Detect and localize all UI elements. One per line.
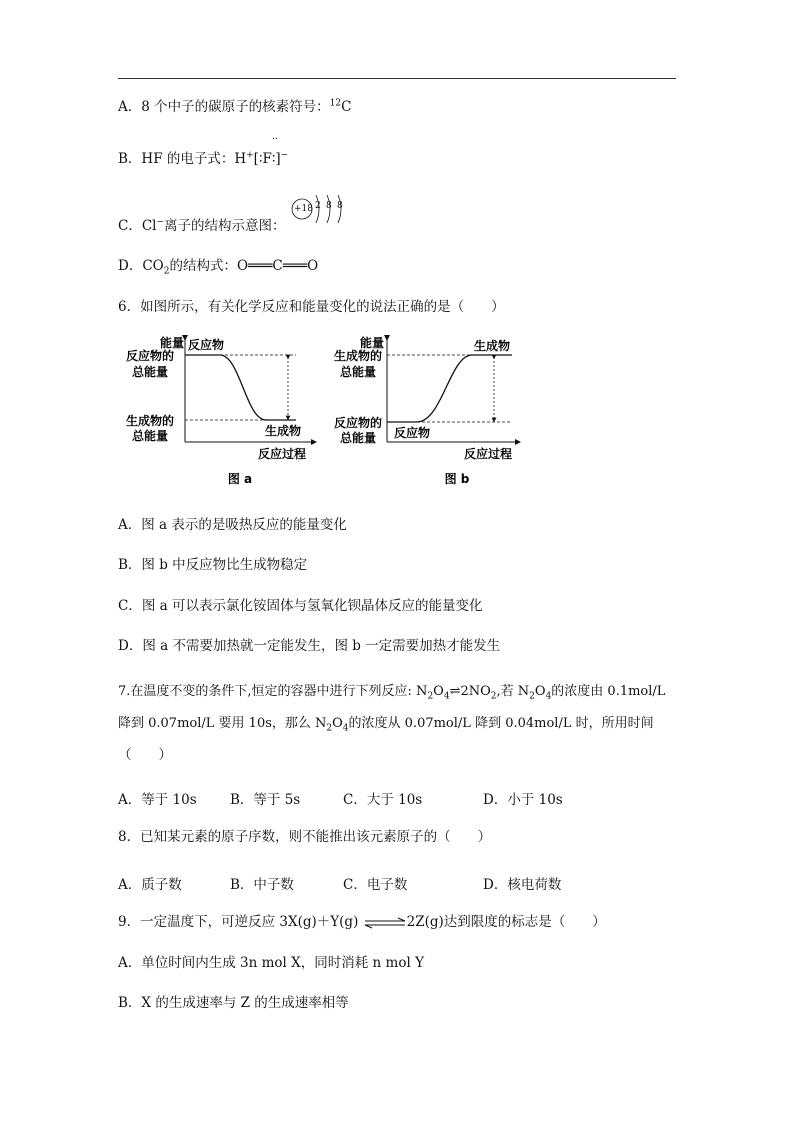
q5-option-c: C．Cl−离子的结构示意图： <box>118 217 286 234</box>
q9-option-a: A．单位时间内生成 3n mol X，同时消耗 n mol Y <box>118 955 424 971</box>
fig-b-energy-curve <box>387 355 512 422</box>
q9-stem: 9．一定温度下，可逆反应 3X(g)＋Y(g) 2Z(g)达到限度的标志是（ ） <box>118 914 606 930</box>
q8-option-a: A．质子数 <box>118 877 182 893</box>
q7-option-d: D．小于 10s <box>483 792 563 808</box>
fig-a-low-label-2: 总能量 <box>131 429 169 443</box>
fig-a-high-label-1: 反应物的 <box>125 349 175 363</box>
fig-b-low-label-2: 总能量 <box>339 431 377 445</box>
fig-a-energy-curve <box>185 355 296 420</box>
fig-a-xlabel: 反应过程 <box>257 447 307 461</box>
shell-electrons-1: 2 <box>315 201 321 211</box>
q6-option-c: C．图 a 可以表示氯化铵固体与氢氧化钡晶体反应的能量变化 <box>118 598 483 614</box>
fig-b-ylabel: 能量 <box>359 336 385 350</box>
q7-answer-blank: （ ） <box>118 747 172 763</box>
q7-option-a: A．等于 10s <box>118 792 197 808</box>
shell-electrons-3: 8 <box>337 201 343 211</box>
q8-stem: 8．已知某元素的原子序数，则不能推出该元素原子的（ ） <box>118 829 492 845</box>
q8-option-d: D．核电荷数 <box>483 877 562 893</box>
q8-option-b: B．中子数 <box>230 877 294 893</box>
q6-stem: 6．如图所示，有关化学反应和能量变化的说法正确的是（ ） <box>118 299 505 315</box>
nucleus-charge: +18 <box>294 204 313 214</box>
header-rule <box>118 78 676 79</box>
fig-a-low-label-1: 生成物的 <box>125 414 175 428</box>
shell-electrons-2: 8 <box>326 201 332 211</box>
fig-a-start-label: 反应物 <box>187 338 225 352</box>
fig-b-end-label: 生成物 <box>473 339 511 353</box>
q9-option-b: B．X 的生成速率与 Z 的生成速率相等 <box>118 995 349 1011</box>
q7-option-c: C．大于 10s <box>343 792 423 808</box>
fig-a-end-label: 生成物 <box>264 424 302 438</box>
q7-option-b: B．等于 5s <box>230 792 301 808</box>
q7-stem-line-1: 7.在温度不变的条件下,恒定的容器中进行下列反应: $N_2O_4\rightleftharpoons 2NO_2$,若 $N_2O_4$的浓度由 0.1mol/L <box>118 684 666 702</box>
q7-stem-line-2: 降到 0.07mol/L 要用 10s，那么 $N_2O_4$的浓度从 0.07mol/L 降到 0.04mol/L 时，所用时间 <box>118 716 654 734</box>
q6-option-d: D．图 a 不需要加热就一定能发生，图 b 一定需要加热才能发生 <box>118 638 501 654</box>
q5-option-b: B．HF 的电子式：H+[∶F∶]− <box>118 150 289 167</box>
fig-b-start-label: 反应物 <box>393 426 431 440</box>
q6-option-b: B．图 b 中反应物比生成物稳定 <box>118 557 308 573</box>
q6-option-a: A．图 a 表示的是吸热反应的能量变化 <box>118 517 347 533</box>
q5-option-d: D．$CO_2$的结构式：O═══C═══O <box>118 258 319 277</box>
energy-figure-a <box>118 330 318 490</box>
fig-a-caption: 图 a <box>227 472 253 486</box>
fig-b-high-label-2: 总能量 <box>339 365 377 379</box>
cl-ion-structure-diagram <box>291 192 361 226</box>
fig-b-high-label-1: 生成物的 <box>333 349 383 363</box>
q5-option-a: A．8 个中子的碳原子的核素符号：$^{12}$C <box>118 98 352 115</box>
fig-a-high-label-2: 总能量 <box>131 365 169 379</box>
energy-figure-b <box>322 330 522 490</box>
fig-b-low-label-1: 反应物的 <box>333 416 383 430</box>
fig-b-caption: 图 b <box>444 472 470 486</box>
q8-option-c: C．电子数 <box>343 877 408 893</box>
fig-a-ylabel: 能量 <box>159 336 185 350</box>
equilibrium-arrow-icon <box>363 917 407 929</box>
fig-b-xlabel: 反应过程 <box>463 447 513 461</box>
q5-f-lone-pair: ‥ <box>272 132 279 142</box>
